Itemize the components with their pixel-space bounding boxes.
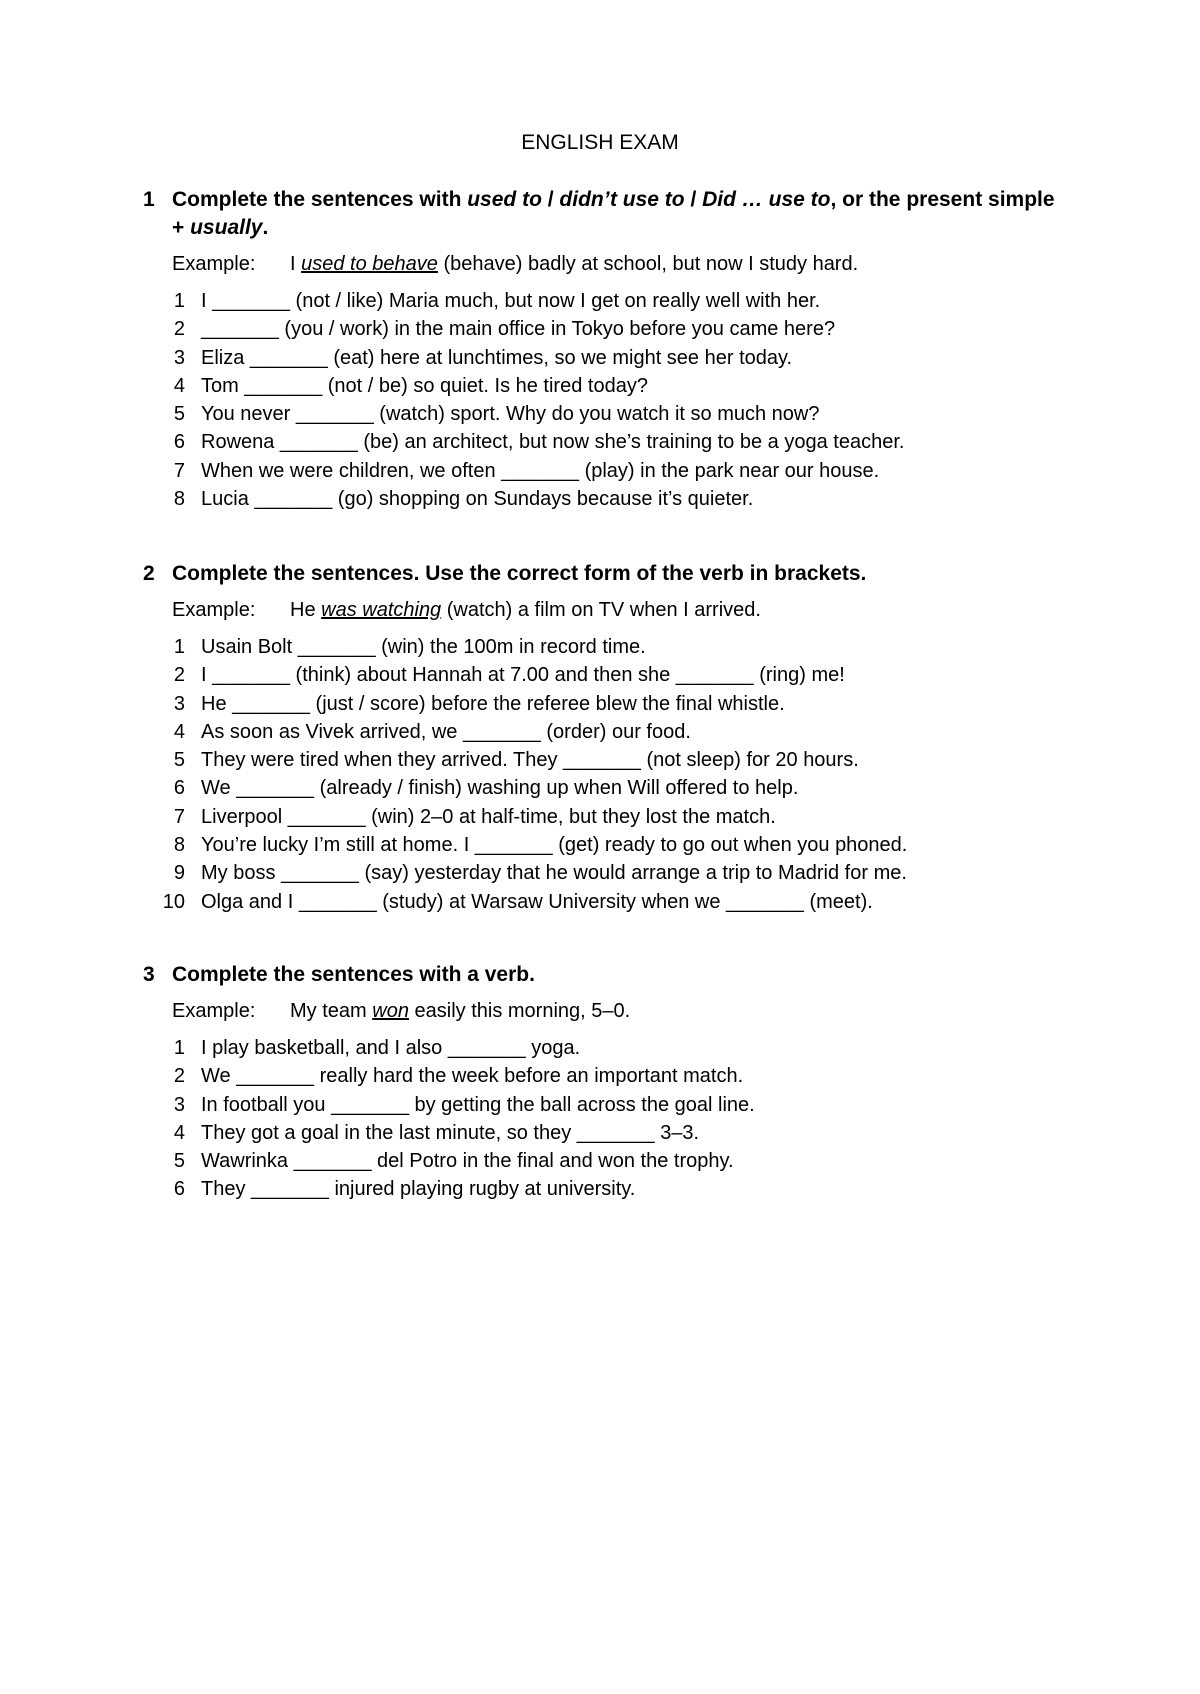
example-label: Example: [172,253,256,275]
question-text: He _______ (just / score) before the referee blew the final whistle. [201,692,785,715]
question-number: 10 [162,890,185,913]
instruction-part: used to [467,188,542,211]
question-text: Rowena _______ (be) an architect, but now she’s training to be a yoga teacher. [201,431,905,454]
question-number: 3 [173,692,185,715]
exercise-section-3 [143,961,1063,1204]
question-number: 8 [173,488,185,511]
question-number: 8 [173,834,185,857]
question-number: 2 [173,1065,185,1088]
instruction-part: Complete the sentences with a verb. [172,963,535,986]
question-number: 3 [173,1093,185,1116]
question-number: 2 [173,664,185,687]
question-item [143,1091,1063,1119]
instruction-part: / [684,188,703,211]
instruction-part: , or the present simple + [172,188,1055,239]
question-text: They got a goal in the last minute, so they _______ 3–3. [201,1121,700,1144]
example-label: Example: [172,599,256,621]
question-text: You’re lucky I’m still at home. I _______ (get) ready to go out when you phoned. [201,834,908,857]
question-text: They were tired when they arrived. They _______ (not sleep) for 20 hours. [201,749,859,772]
question-number: 5 [173,1150,185,1173]
exercise-instruction [172,562,866,585]
question-item [143,1062,1063,1090]
exercise-number: 2 [143,562,155,585]
question-number: 1 [173,1037,185,1059]
question-text: We _______ (already / finish) washing up when Will offered to help. [201,777,799,800]
question-number: 4 [173,374,185,397]
example-line [172,597,1063,623]
question-text: They _______ injured playing rugby at university. [201,1178,636,1201]
instruction-part: . [262,216,269,239]
question-text: I _______ (think) about Hannah at 7.00 and then she _______ (ring) me! [201,664,845,687]
question-number: 1 [173,636,185,658]
question-list [143,287,1063,513]
question-number: 5 [173,749,185,772]
exercise-number: 1 [143,188,155,211]
question-text: Olga and I _______ (study) at Warsaw University when we _______ (meet). [201,890,873,913]
question-text: When we were children, we often _______ (play) in the park near our house. [201,459,880,482]
instruction-part: Complete the sentences. Use the correct form of the verb in brackets. [172,562,867,585]
example-after: (behave) badly at school, but now I study hard. [437,253,859,275]
question-number: 7 [173,459,185,482]
example-answer: won [372,1000,409,1022]
exercise-section-1 [143,186,1063,513]
question-item [143,746,1063,774]
question-item [143,690,1063,718]
question-item [143,831,1063,859]
question-number: 6 [173,777,185,800]
question-text: Eliza _______ (eat) here at lunchtimes, so we might see her today. [201,346,793,369]
question-item [143,400,1063,428]
example-label: Example: [172,1000,256,1022]
question-item [143,344,1063,372]
exercise-heading [143,186,1063,242]
exercise-heading [143,560,1063,588]
question-text: Liverpool _______ (win) 2–0 at half-time, but they lost the match. [201,805,776,828]
question-item [143,1034,1063,1062]
question-item [143,633,1063,661]
example-after: (watch) a film on TV when I arrived. [441,599,761,621]
example-answer: used to behave [301,253,438,275]
question-text: Lucia _______ (go) shopping on Sundays because it’s quieter. [201,488,754,511]
example-line [172,251,1063,277]
question-number: 4 [173,1121,185,1144]
question-item [143,457,1063,485]
question-item [143,718,1063,746]
question-item [143,888,1063,916]
question-text: In football you _______ by getting the ball across the goal line. [201,1093,755,1116]
question-number: 6 [173,431,185,454]
question-item [143,372,1063,400]
example-before: I [290,253,302,275]
question-number: 9 [173,862,185,885]
question-text: Tom _______ (not / be) so quiet. Is he tired today? [201,374,648,397]
question-number: 7 [173,805,185,828]
example-answer: was watching [321,599,442,621]
question-number: 3 [173,346,185,369]
question-text: My boss _______ (say) yesterday that he would arrange a trip to Madrid for me. [201,862,907,885]
question-text: I play basketball, and I also _______ yoga. [201,1037,581,1059]
question-item [143,803,1063,831]
question-item [143,485,1063,513]
question-number: 4 [173,720,185,743]
instruction-part: Did … use to [702,188,831,211]
exercise-number: 3 [143,963,155,986]
question-text: As soon as Vivek arrived, we _______ (order) our food. [201,720,691,743]
exercise-heading [143,961,1063,989]
question-item [143,859,1063,887]
question-item [143,428,1063,456]
question-text: Usain Bolt _______ (win) the 100m in record time. [201,636,646,658]
question-item [143,287,1063,315]
example-before: He [290,599,322,621]
question-number: 2 [173,318,185,341]
question-item [143,661,1063,689]
instruction-part: usually [190,216,263,239]
question-text: _______ (you / work) in the main office in Tokyo before you came here? [201,318,836,341]
question-list [143,1034,1063,1204]
question-text: I _______ (not / like) Maria much, but now I get on really well with her. [201,290,821,312]
question-text: Wawrinka _______ del Potro in the final and won the trophy. [201,1150,734,1173]
question-number: 5 [173,403,185,426]
question-item [143,1147,1063,1175]
exercise-instruction [172,188,1055,239]
question-item [143,1175,1063,1203]
instruction-part: Complete the sentences with [172,188,468,211]
question-item [143,1119,1063,1147]
example-before: My team [290,1000,373,1022]
exercise-section-2 [143,560,1063,916]
example-line [172,998,1063,1024]
exercise-instruction [172,963,535,986]
question-number: 6 [173,1178,185,1201]
instruction-part: didn’t use to [559,188,685,211]
question-text: We _______ really hard the week before an important match. [201,1065,744,1088]
example-after: easily this morning, 5–0. [408,1000,631,1022]
question-item [143,315,1063,343]
instruction-part: / [541,188,560,211]
question-item [143,774,1063,802]
question-list [143,633,1063,916]
page-title: ENGLISH EXAM [521,131,679,154]
question-number: 1 [173,290,185,312]
question-text: You never _______ (watch) sport. Why do you watch it so much now? [201,403,820,426]
